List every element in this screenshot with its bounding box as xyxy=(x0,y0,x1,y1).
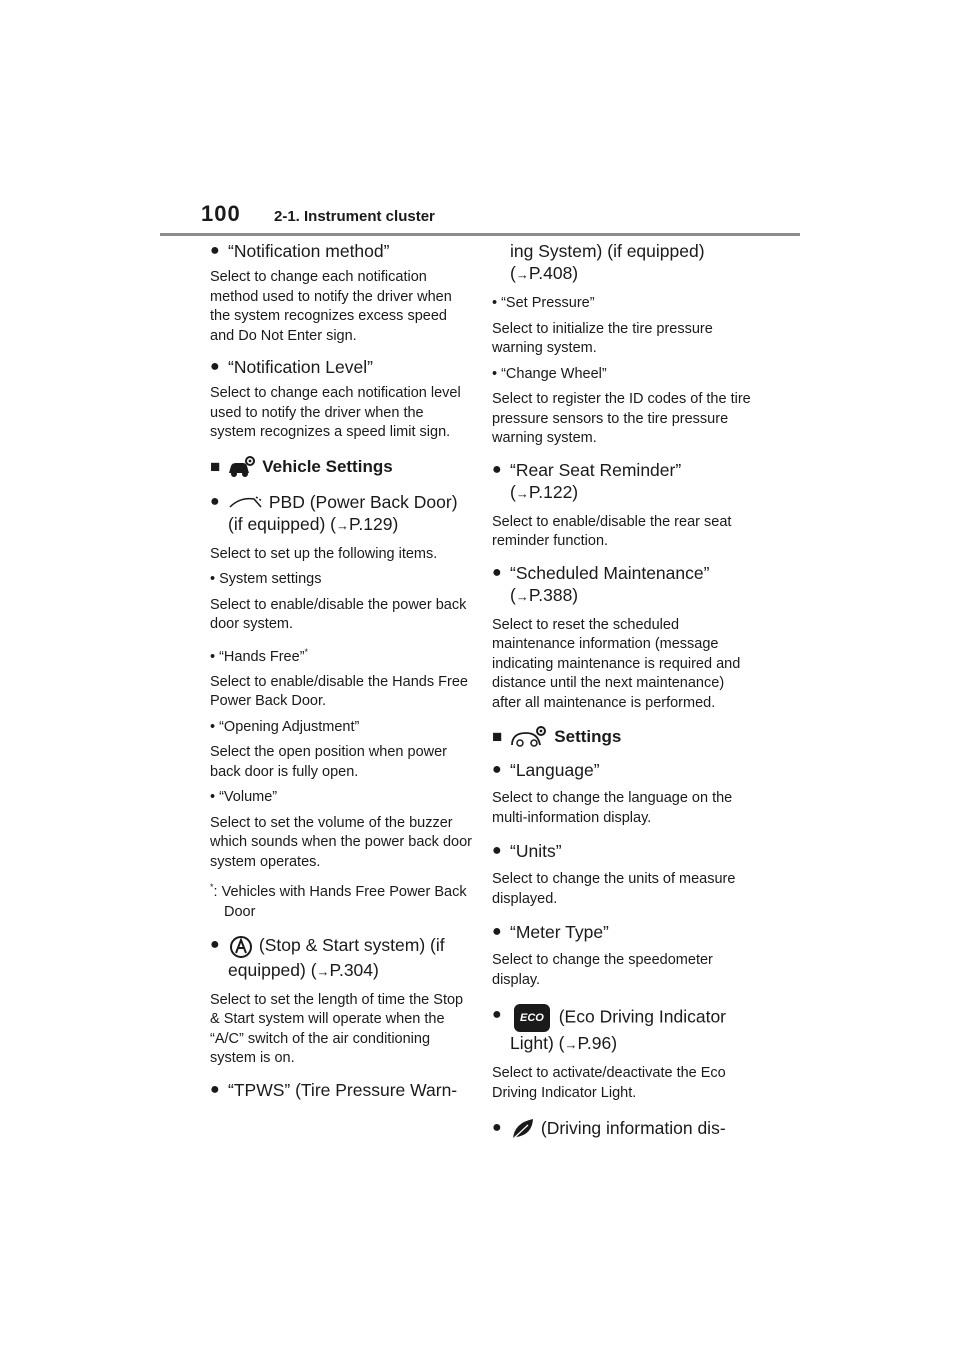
right-column xyxy=(492,240,754,1141)
paragraph: Select to initialize the tire pressure warning system. xyxy=(492,320,713,356)
heading-rear-seat-reminder: ● “Rear Seat Reminder” (→P.122) xyxy=(492,459,682,502)
bullet-icon: ● xyxy=(492,1119,502,1136)
heading-vehicle-settings: ■ Vehicle Settings xyxy=(210,455,472,479)
paragraph: Select to change the speedometer display. xyxy=(492,952,713,988)
bullet-icon: ● xyxy=(210,936,220,954)
paragraph: Select to set the length of time the Stop & Start system will operate when the “A/C” switch of the air conditioning system is on. xyxy=(210,991,464,1067)
heading-notification-level: ● “Notification Level” xyxy=(210,357,373,377)
bullet-icon: ● xyxy=(492,842,502,859)
paragraph: Select to activate/deactivate the Eco Driving Indicator Light. xyxy=(492,1065,726,1101)
heading-notification-method: ● “Notification method” xyxy=(210,241,390,261)
paragraph: Select to change each notification level used to notify the driver when the system recognizes a speed limit sign. xyxy=(210,385,461,440)
list-item-opening-adjustment: • “Opening Adjustment” xyxy=(210,718,360,735)
car-gear-icon xyxy=(226,455,256,479)
paragraph: Select to change each notification method used to notify the driver when the system recognizes excess speed and Do Not Enter sign. xyxy=(210,269,452,344)
list-item-system-settings: • System settings xyxy=(210,571,322,587)
list-item-volume: • “Volume” xyxy=(210,789,278,806)
bullet-icon: ● xyxy=(210,358,220,375)
heading-scheduled-maintenance: ● “Scheduled Maintenance” (→P.388) xyxy=(492,562,710,605)
eco-badge-icon: ECO xyxy=(514,1004,550,1032)
bullet-icon: ● xyxy=(492,563,502,581)
heading-driving-info: ● (Driving information dis- xyxy=(492,1117,754,1141)
heading-tpws: ● “TPWS” (Tire Pressure Warn- xyxy=(210,1079,458,1100)
paragraph: Select to enable/disable the Hands Free Power Back Door. xyxy=(210,673,468,710)
arrow-icon: → xyxy=(564,1037,578,1052)
header-rule xyxy=(160,233,800,236)
heading-pbd: ● PBD (Power Back Door) (if equipped) (→P.129) xyxy=(210,491,458,534)
arrow-icon: → xyxy=(515,267,529,282)
heading-meter-type: ● “Meter Type” xyxy=(492,922,609,942)
bullet-icon: ● xyxy=(492,1006,502,1023)
heading-tpws-continued: ing System) (if equipped) (→P.408) xyxy=(510,241,705,283)
paragraph: Select to set the volume of the buzzer which sounds when the power back door system operates. xyxy=(210,814,472,870)
heading-language: ● “Language” xyxy=(492,760,600,780)
bullet-icon: ● xyxy=(492,761,502,778)
footnote: *: Vehicles with Hands Free Power Back Door xyxy=(210,882,467,920)
stop-start-icon xyxy=(228,935,254,959)
square-bullet-icon: ■ xyxy=(492,727,503,746)
page-header xyxy=(0,0,960,240)
bullet-icon: ● xyxy=(492,460,502,478)
heading-stop-start: ● (Stop & Start system) (if equipped) (→P.304) xyxy=(210,935,445,980)
heading-eco-indicator: ● ECO (Eco Driving Indicator Light) (→P.96) xyxy=(492,1006,727,1053)
paragraph: Select the open position when power back door is fully open. xyxy=(210,744,447,780)
paragraph: Select to enable/disable the rear seat reminder function. xyxy=(492,513,732,549)
page-number: 100 xyxy=(201,201,241,226)
square-bullet-icon: ■ xyxy=(210,456,221,476)
arrow-icon: → xyxy=(515,485,529,501)
section-title: 2-1. Instrument cluster xyxy=(274,208,435,225)
bullet-icon: ● xyxy=(210,1080,220,1098)
arrow-icon: → xyxy=(316,963,330,979)
paragraph: Select to set up the following items. xyxy=(210,545,438,562)
meter-gear-icon xyxy=(508,725,548,749)
bullet-icon: ● xyxy=(492,923,502,940)
heading-units: ● “Units” xyxy=(492,841,562,861)
paragraph: Select to change the units of measure displayed. xyxy=(492,871,736,907)
bullet-icon: ● xyxy=(210,492,220,510)
arrow-icon: → xyxy=(335,517,349,533)
list-item-hands-free: • “Hands Free”* xyxy=(210,646,309,665)
leaf-icon xyxy=(510,1117,536,1141)
paragraph: Select to enable/disable the power back door system. xyxy=(210,596,467,632)
arrow-icon: → xyxy=(515,588,529,604)
list-item-change-wheel: • “Change Wheel” xyxy=(492,365,607,382)
left-column xyxy=(210,240,472,1101)
paragraph: Select to reset the scheduled maintenance information (message indicating maintenance is required and distance until the next maintenance) after all maintenance is performed. xyxy=(492,616,741,711)
bullet-icon: ● xyxy=(210,242,220,259)
heading-settings: ■ Settings xyxy=(492,725,754,749)
back-door-icon xyxy=(228,495,264,511)
list-item-set-pressure: • “Set Pressure” xyxy=(492,295,595,311)
paragraph: Select to change the language on the multi-information display. xyxy=(492,790,733,826)
paragraph: Select to register the ID codes of the tire pressure sensors to the tire pressure warning system. xyxy=(492,391,751,446)
